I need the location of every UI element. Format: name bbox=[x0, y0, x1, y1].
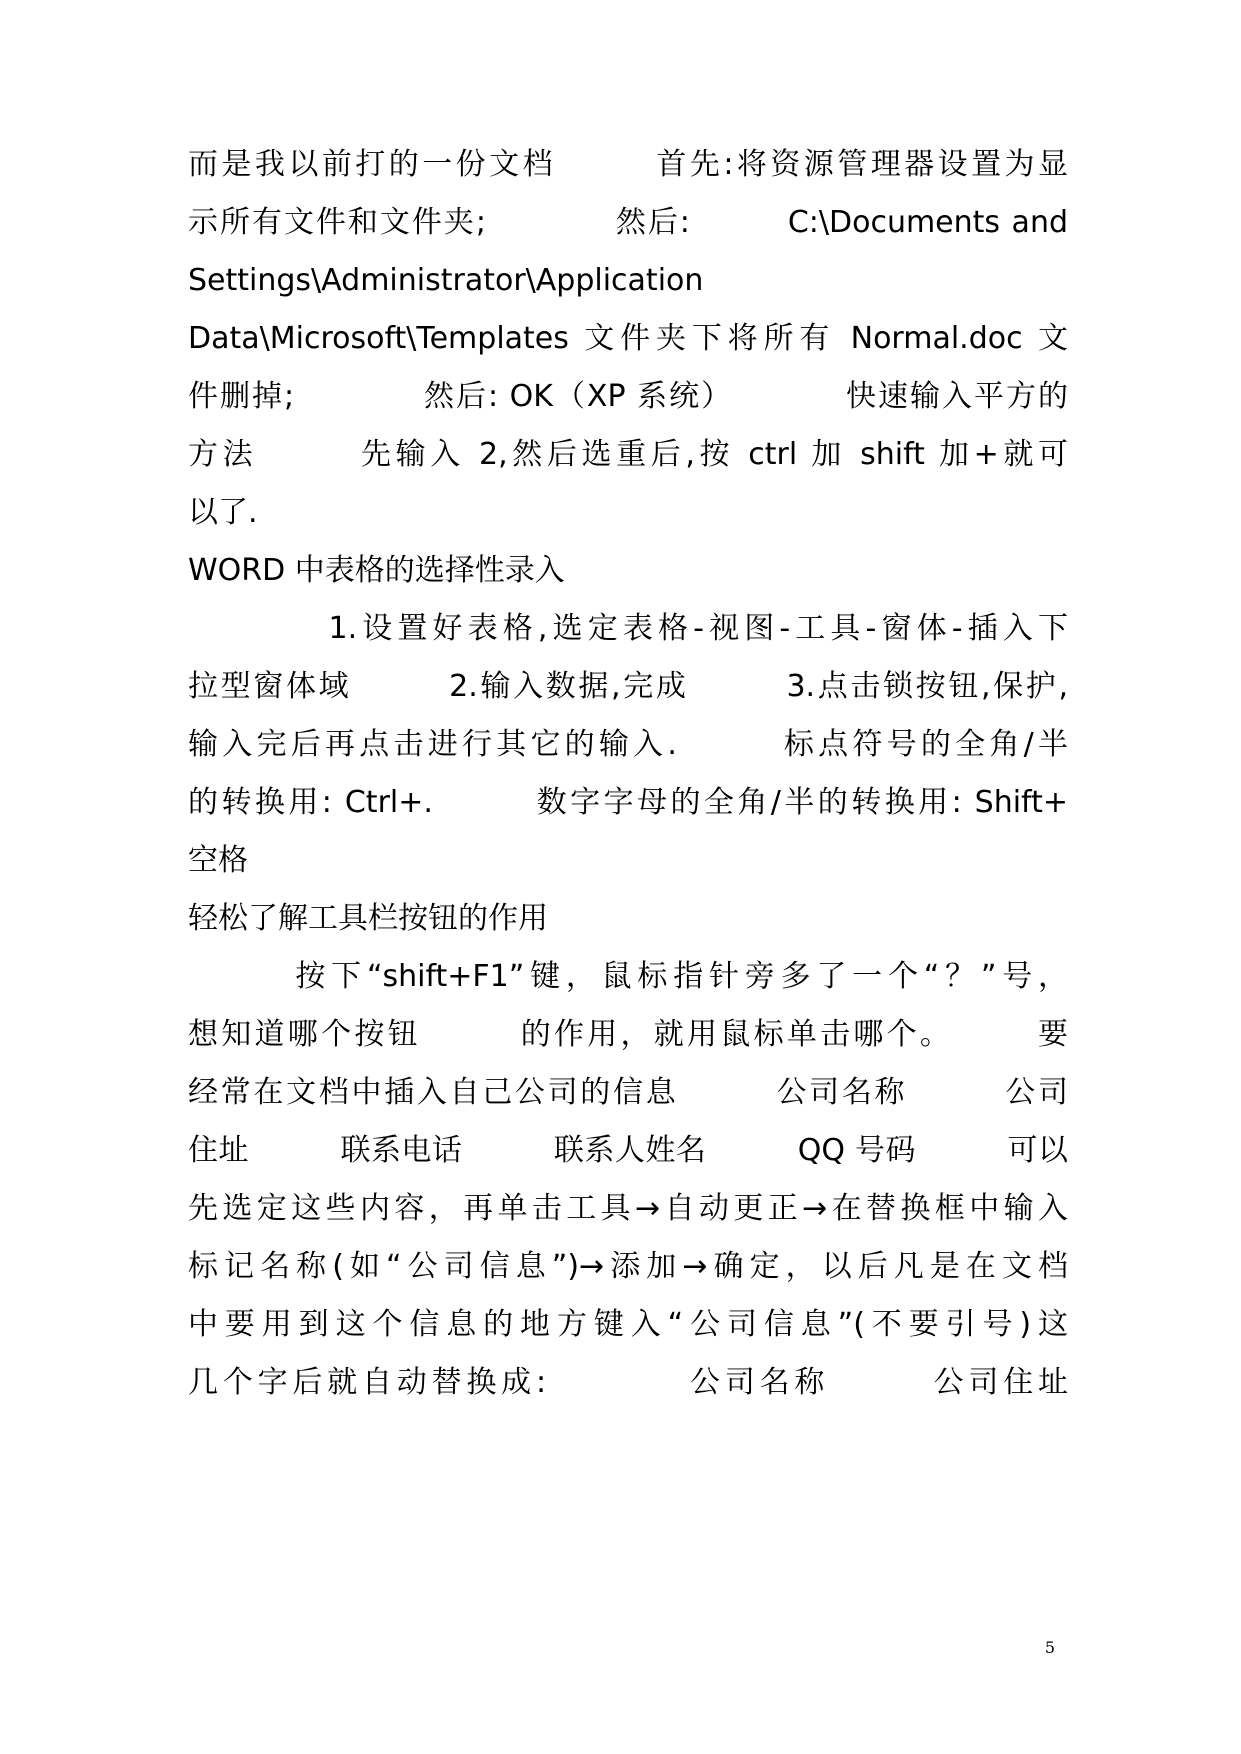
text-line-10: 拉型窗体域 2.输入数据,完成 3.点击锁按钮,保护, bbox=[188, 669, 1068, 704]
text-line-9: 1.设置好表格,选定表格-视图-工具-窗体-插入下 bbox=[188, 611, 1068, 646]
text-line-2: 示所有文件和文件夹; 然后: C:\Documents and bbox=[188, 205, 1068, 240]
text-line-11: 输入完后再点击进行其它的输入. 标点符号的全角/半 bbox=[188, 727, 1068, 762]
text-line-15: 按下“shift+F1”键，鼠标指针旁多了一个“？”号， bbox=[188, 959, 1068, 994]
text-line-8: WORD 中表格的选择性录入 bbox=[188, 553, 565, 588]
text-line-14: 轻松了解工具栏按钮的作用 bbox=[188, 901, 548, 936]
text-line-7: 以了. bbox=[188, 495, 258, 530]
text-line-6: 方法 先输入 2,然后选重后,按 ctrl 加 shift 加+就可 bbox=[188, 437, 1068, 472]
text-line-1: 而是我以前打的一份文档 首先:将资源管理器设置为显 bbox=[188, 147, 1068, 182]
text-line-4: Data\Microsoft\Templates 文件夹下将所有 Normal.doc 文 bbox=[188, 321, 1068, 356]
text-line-19: 先选定这些内容，再单击工具→自动更正→在替换框中输入 bbox=[188, 1191, 1068, 1226]
text-line-13: 空格 bbox=[188, 843, 248, 878]
text-line-17: 经常在文档中插入自己公司的信息 公司名称 公司 bbox=[188, 1075, 1068, 1110]
text-line-3: Settings\Administrator\Application bbox=[188, 263, 704, 298]
text-line-22: 几个字后就自动替换成: 公司名称 公司住址 bbox=[188, 1365, 1068, 1400]
text-line-20: 标记名称(如“公司信息”)→添加→确定，以后凡是在文档 bbox=[188, 1249, 1068, 1284]
text-line-16: 想知道哪个按钮 的作用，就用鼠标单击哪个。 要 bbox=[188, 1017, 1068, 1052]
text-line-21: 中要用到这个信息的地方键入“公司信息”(不要引号)这 bbox=[188, 1307, 1068, 1342]
page-number: 5 bbox=[1044, 1638, 1056, 1657]
text-line-12: 的转换用: Ctrl+. 数字字母的全角/半的转换用: Shift+ bbox=[188, 785, 1068, 820]
text-line-5: 件删掉; 然后: OK（XP 系统） 快速输入平方的 bbox=[188, 379, 1068, 414]
text-line-18: 住址 联系电话 联系人姓名 QQ 号码 可以 bbox=[188, 1133, 1068, 1168]
